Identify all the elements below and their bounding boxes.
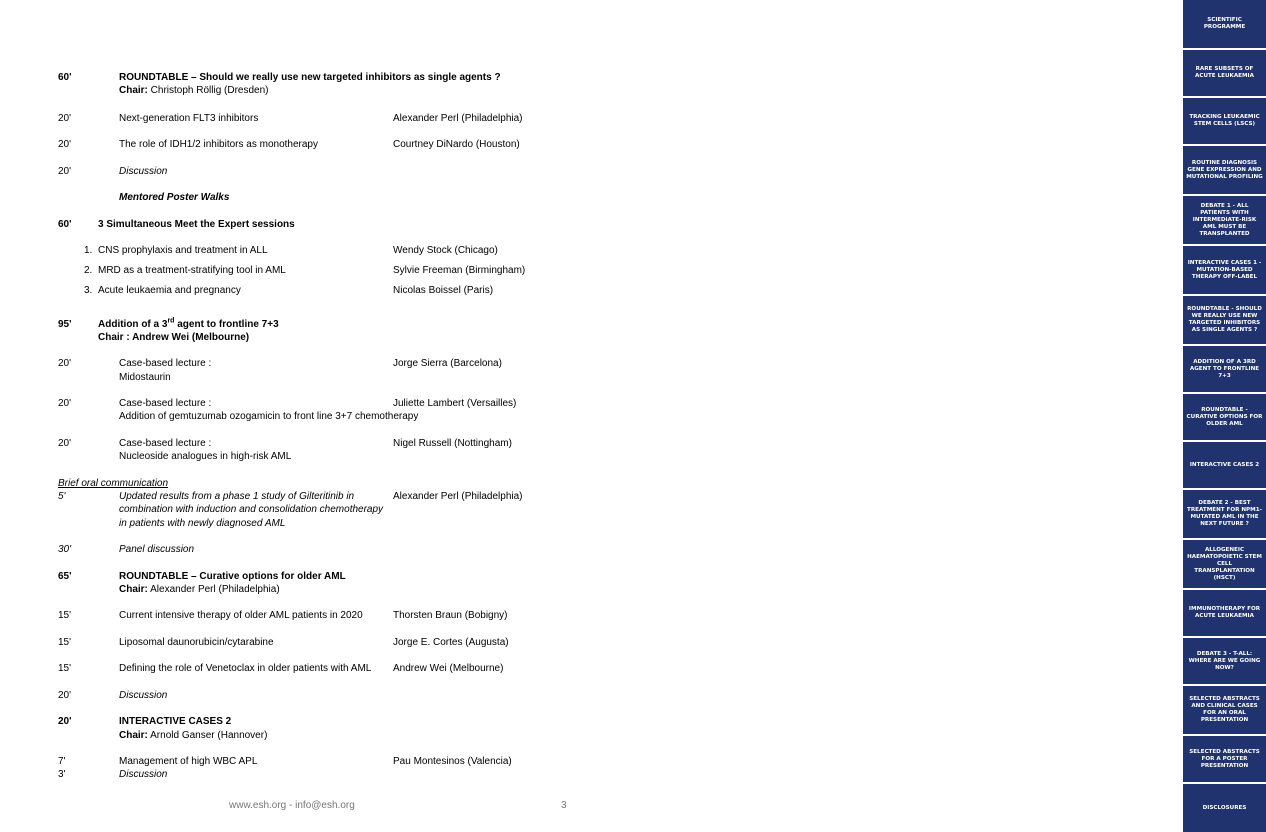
time: 15'	[58, 637, 72, 648]
session-chair: Chair: Christoph Röllig (Dresden)	[119, 85, 269, 96]
time: 7'	[58, 756, 66, 767]
speaker: Courtney DiNardo (Houston)	[393, 139, 520, 150]
nav-debate-3[interactable]: DEBATE 3 - T-ALL: WHERE ARE WE GOING NOW?	[1183, 638, 1266, 684]
talk-title-line: Updated results from a phase 1 study of Gilteritinib in	[119, 491, 355, 502]
time: 15'	[58, 610, 72, 621]
talk-title: Current intensive therapy of older AML patients in 2020	[119, 610, 363, 621]
talk-subtitle: Nucleoside analogues in high-risk AML	[119, 451, 292, 462]
talk-title: Discussion	[119, 690, 168, 701]
time: 20'	[58, 716, 72, 727]
item-number: 2.	[84, 265, 93, 276]
email-link[interactable]: info@esh.org	[295, 800, 355, 811]
talk-title: Management of high WBC APL	[119, 756, 258, 767]
nav-debate-2[interactable]: DEBATE 2 - BEST TREATMENT FOR NPM1-MUTATED AML IN THE NEXT FUTURE ?	[1183, 490, 1266, 538]
session-chair: Chair: Arnold Ganser (Hannover)	[119, 730, 268, 741]
time: 20'	[58, 398, 72, 409]
nav-routine-diagnosis[interactable]: ROUTINE DIAGNOSIS GENE EXPRESSION AND MUTATIONAL PROFILING	[1183, 146, 1266, 194]
talk-subtitle: Addition of gemtuzumab ozogamicin to front line 3+7 chemotherapy	[119, 411, 419, 422]
nav-disclosures[interactable]: DISCLOSURES	[1183, 784, 1266, 832]
session-title: Addition of a 3rd agent to frontline 7+3	[98, 317, 279, 330]
speaker: Nicolas Boissel (Paris)	[393, 285, 494, 296]
time: 5'	[58, 491, 66, 502]
website-link[interactable]: www.esh.org	[229, 800, 287, 811]
time: 15'	[58, 663, 72, 674]
nav-allo-hsct[interactable]: ALLOGENEIC HAEMATOPOIETIC STEM CELL TRANSPLANTATION (HSCT)	[1183, 540, 1266, 588]
speaker: Alexander Perl (Philadelphia)	[393, 491, 523, 502]
speaker: Alexander Perl (Philadelphia)	[393, 113, 523, 124]
talk-title: Discussion	[119, 166, 168, 177]
item-number: 1.	[84, 245, 93, 256]
time: 20'	[58, 166, 72, 177]
session-title: ROUNDTABLE – Curative options for older AML	[119, 571, 346, 582]
talk-title: Case-based lecture :	[119, 358, 212, 369]
time: 30'	[58, 544, 72, 555]
sidebar-nav	[591, 0, 1263, 832]
session-title: Mentored Poster Walks	[119, 192, 230, 203]
talk-title: CNS prophylaxis and treatment in ALL	[98, 245, 268, 256]
nav-tracking-lsc[interactable]: TRACKING LEUKAEMIC STEM CELLS (LSCS)	[1183, 98, 1266, 144]
talk-title: Discussion	[119, 769, 168, 780]
time: 60'	[58, 72, 72, 83]
talk-title: Next-generation FLT3 inhibitors	[119, 113, 259, 124]
speaker: Sylvie Freeman (Birmingham)	[393, 265, 526, 276]
time: 20'	[58, 438, 72, 449]
item-number: 3.	[84, 285, 93, 296]
time: 20'	[58, 139, 72, 150]
time: 20'	[58, 690, 72, 701]
talk-title: Defining the role of Venetoclax in older patients with AML	[119, 663, 372, 674]
talk-title: Case-based lecture :	[119, 438, 212, 449]
speaker: Wendy Stock (Chicago)	[393, 245, 498, 256]
speaker: Nigel Russell (Nottingham)	[393, 438, 512, 449]
nav-scientific-programme[interactable]: SCIENTIFIC PROGRAMME	[1183, 0, 1266, 48]
talk-title-line: in patients with newly diagnosed AML	[119, 518, 286, 529]
nav-selected-abstracts-oral[interactable]: SELECTED ABSTRACTS AND CLINICAL CASES FOR AN ORAL PRESENTATION	[1183, 686, 1266, 734]
speaker: Thorsten Braun (Bobigny)	[393, 610, 508, 621]
speaker: Pau Montesinos (Valencia)	[393, 756, 512, 767]
session-chair: Chair : Andrew Wei (Melbourne)	[98, 332, 250, 343]
nav-roundtable-older-aml[interactable]: ROUNDTABLE - CURATIVE OPTIONS FOR OLDER AML	[1183, 394, 1266, 440]
speaker: Jorge E. Cortes (Augusta)	[393, 637, 509, 648]
section-heading: Brief oral communication	[58, 478, 169, 489]
time: 20'	[58, 358, 72, 369]
time: 60'	[58, 219, 72, 230]
session-title: ROUNDTABLE – Should we really use new targeted inhibitors as single agents ?	[119, 72, 501, 83]
speaker: Jorge Sierra (Barcelona)	[393, 358, 502, 369]
nav-debate-1[interactable]: DEBATE 1 - ALL PATIENTS WITH INTERMEDIATE-RISK AML MUST BE TRANSPLANTED	[1183, 196, 1266, 244]
speaker: Andrew Wei (Melbourne)	[393, 663, 504, 674]
nav-roundtable-targeted[interactable]: ROUNDTABLE - SHOULD WE REALLY USE NEW TARGETED INHIBITORS AS SINGLE AGENTS ?	[1183, 296, 1266, 344]
time: 20'	[58, 113, 72, 124]
time: 65'	[58, 571, 72, 582]
footer-separator: -	[286, 800, 296, 811]
speaker: Juliette Lambert (Versailles)	[393, 398, 517, 409]
talk-title-line: combination with induction and consolidation chemotherapy	[119, 504, 384, 515]
session-title: INTERACTIVE CASES 2	[119, 716, 232, 727]
talk-subtitle: Midostaurin	[119, 372, 171, 383]
time: 3'	[58, 769, 66, 780]
nav-immunotherapy[interactable]: IMMUNOTHERAPY FOR ACUTE LEUKAEMIA	[1183, 590, 1266, 636]
nav-selected-abstracts-poster[interactable]: SELECTED ABSTRACTS FOR A POSTER PRESENTATION	[1183, 736, 1266, 782]
talk-title: Liposomal daunorubicin/cytarabine	[119, 637, 274, 648]
session-title: 3 Simultaneous Meet the Expert sessions	[98, 219, 295, 230]
nav-rare-subsets[interactable]: RARE SUBSETS OF ACUTE LEUKAEMIA	[1183, 50, 1266, 96]
session-chair: Chair: Alexander Perl (Philadelphia)	[119, 584, 280, 595]
talk-title: Panel discussion	[119, 544, 195, 555]
nav-third-agent[interactable]: ADDITION OF A 3RD AGENT TO FRONTLINE 7+3	[1183, 346, 1266, 392]
talk-title: MRD as a treatment-stratifying tool in AML	[98, 265, 286, 276]
nav-interactive-cases-2[interactable]: INTERACTIVE CASES 2	[1183, 442, 1266, 488]
time: 95'	[58, 319, 72, 330]
page-number: 3	[561, 800, 567, 811]
talk-title: Case-based lecture :	[119, 398, 212, 409]
talk-title: The role of IDH1/2 inhibitors as monotherapy	[119, 139, 318, 150]
talk-title: Acute leukaemia and pregnancy	[98, 285, 241, 296]
nav-interactive-cases-1[interactable]: INTERACTIVE CASES 1 - MUTATION-BASED THERAPY OFF-LABEL	[1183, 246, 1266, 294]
footer	[229, 800, 355, 811]
